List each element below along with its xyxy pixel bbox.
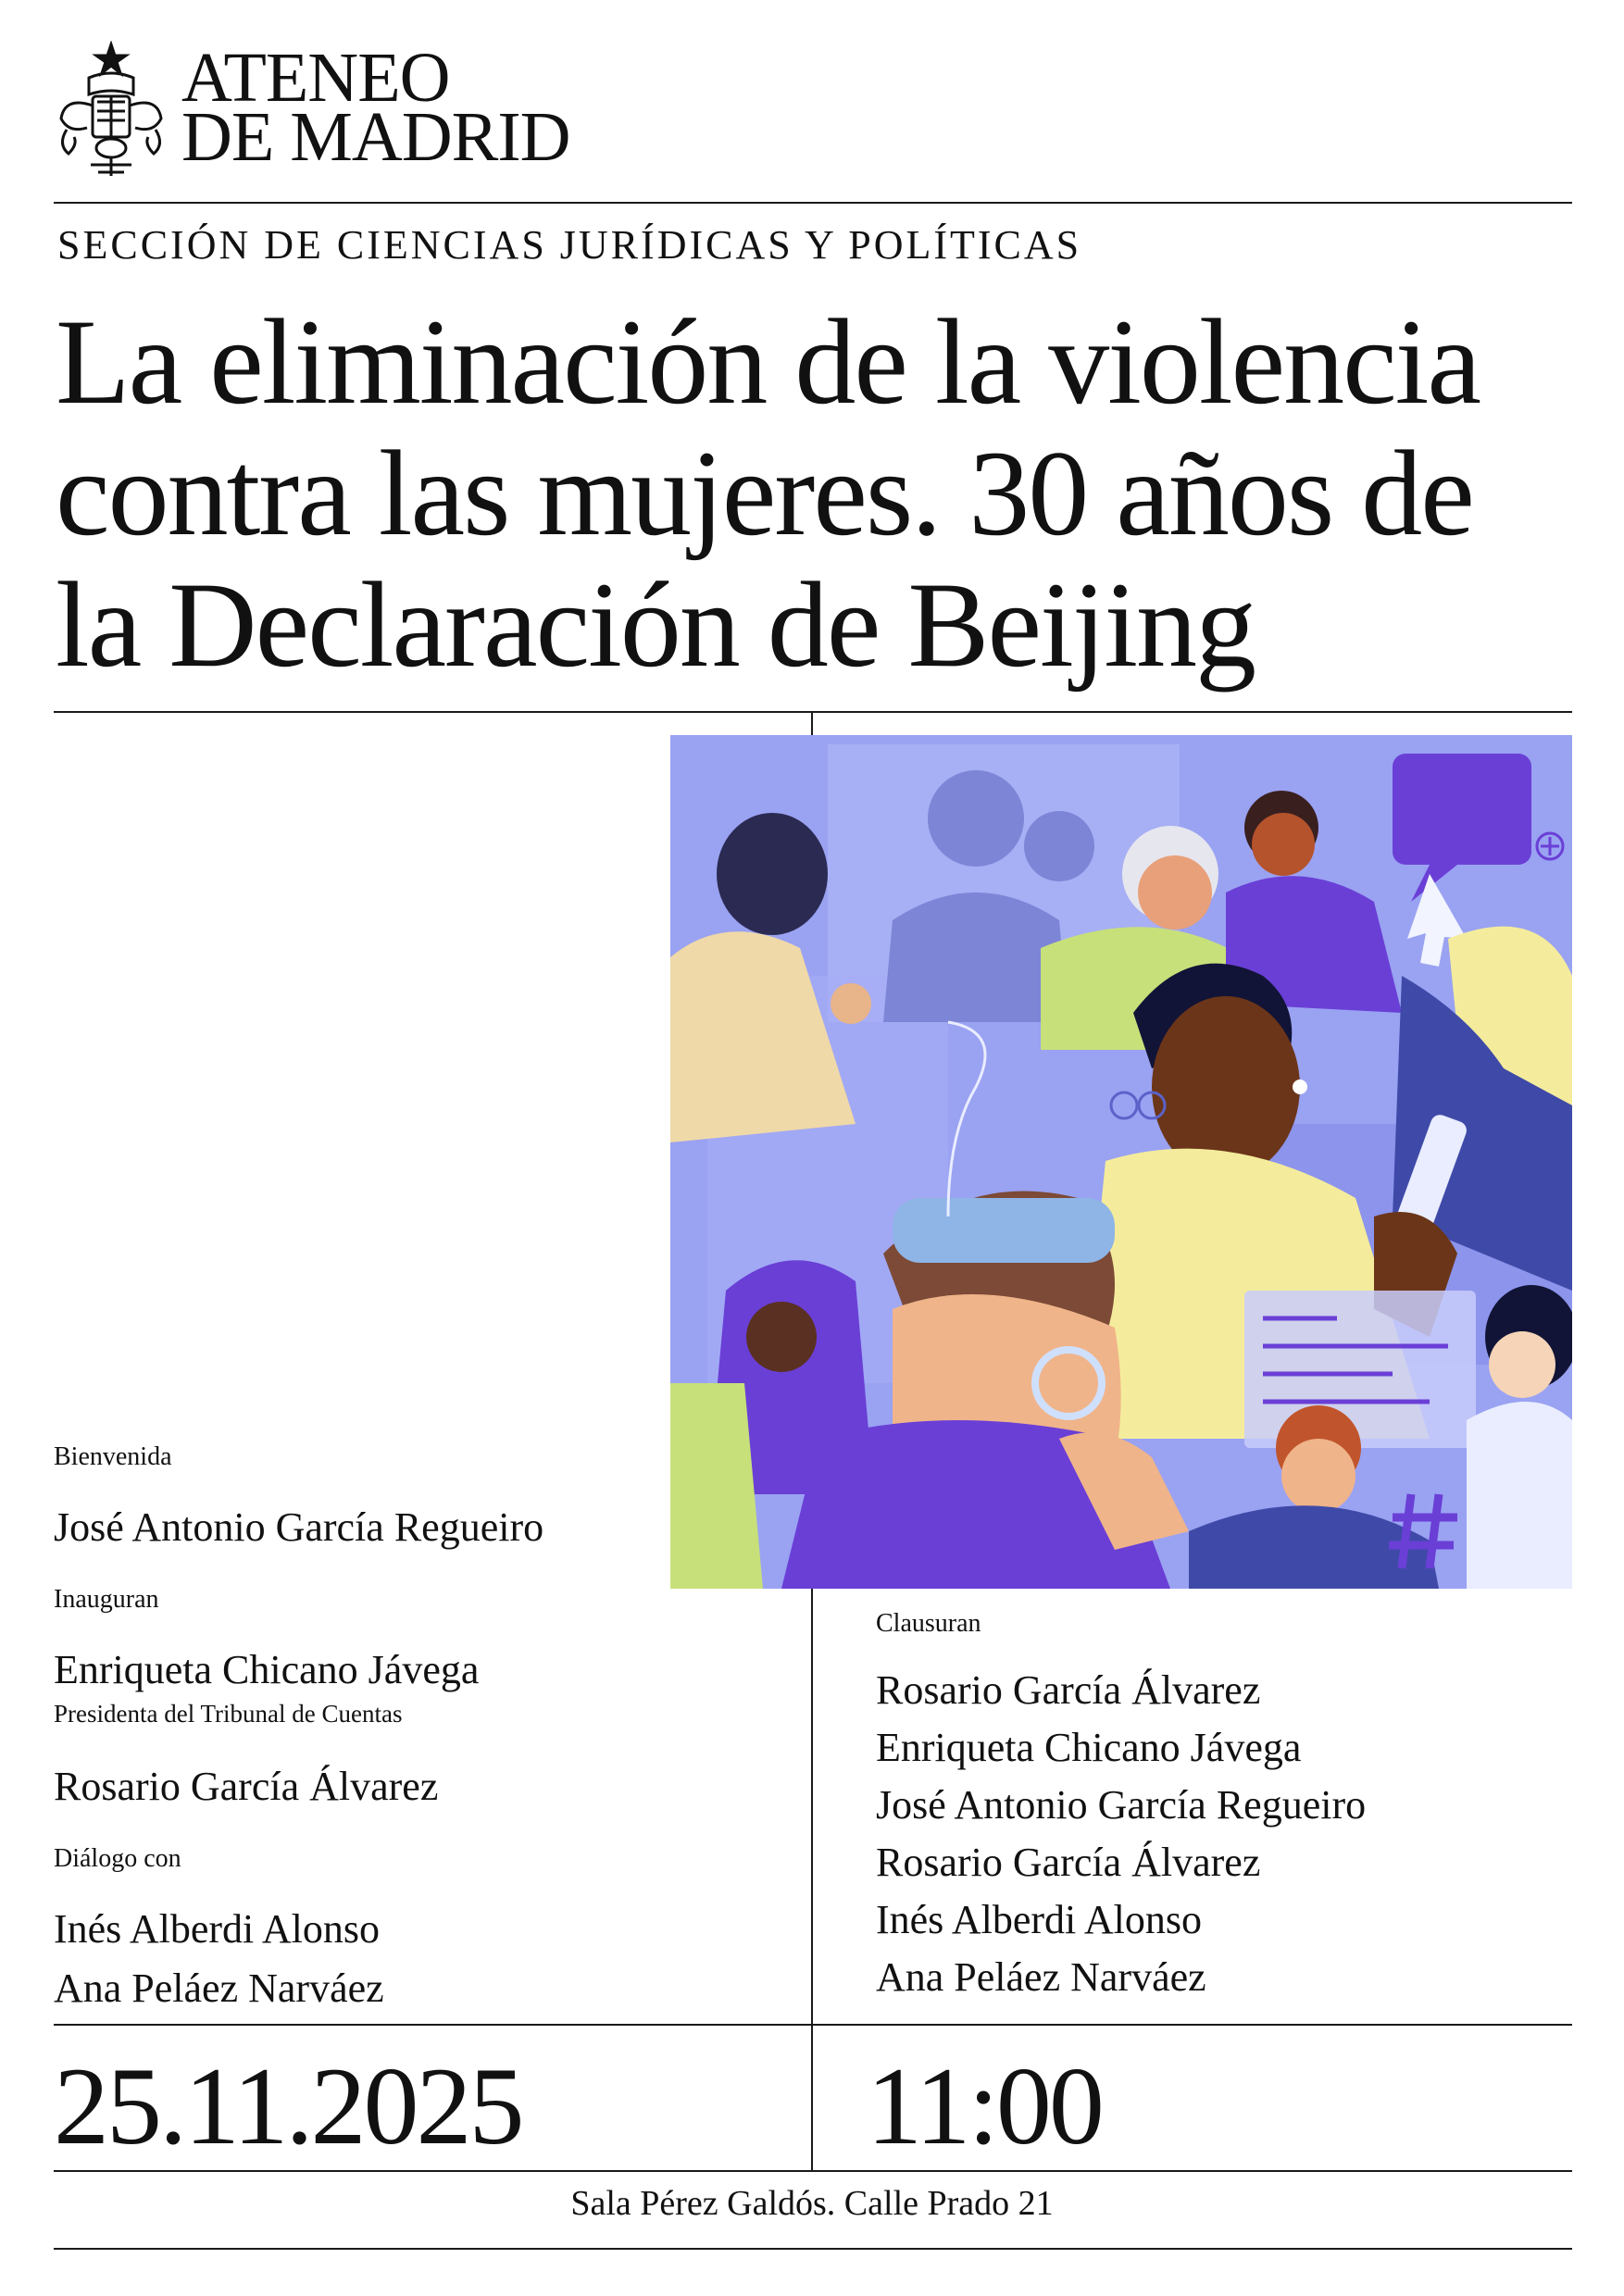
venue: Sala Pérez Galdós. Calle Prado 21 bbox=[570, 2184, 1054, 2223]
welcome-label: Bienvenida bbox=[54, 1442, 172, 1471]
closing-name-3: José Antonio García Regueiro bbox=[876, 1782, 1367, 1828]
dialogue-name-1: Inés Alberdi Alonso bbox=[54, 1906, 380, 1952]
closing-name-2: Enriqueta Chicano Jávega bbox=[876, 1725, 1302, 1770]
closing-label: Clausuran bbox=[876, 1609, 981, 1638]
closing-name-1: Rosario García Álvarez bbox=[876, 1667, 1261, 1713]
event-title bbox=[56, 293, 1593, 693]
ateneo-crest-icon bbox=[54, 41, 169, 180]
inaugurate-name-2: Rosario García Álvarez bbox=[54, 1764, 439, 1809]
org-name-line1: ATENEO bbox=[181, 39, 450, 117]
event-date: 25.11.2025 bbox=[54, 2044, 522, 2167]
event-title-line1: La eliminación de la violencia bbox=[56, 293, 1480, 430]
inaugurate-label: Inauguran bbox=[54, 1585, 159, 1614]
event-time: 11:00 bbox=[867, 2044, 1102, 2167]
org-name-line2: DE MADRID bbox=[181, 98, 570, 176]
inaugurate-name-1: Enriqueta Chicano Jávega bbox=[54, 1647, 480, 1692]
divider-bottom-3 bbox=[54, 2248, 1572, 2250]
divider-bottom-2 bbox=[54, 2170, 1572, 2172]
welcome-name: José Antonio García Regueiro bbox=[54, 1504, 544, 1550]
divider-top bbox=[54, 202, 1572, 204]
divider-middle bbox=[54, 711, 1572, 713]
org-name bbox=[181, 39, 570, 176]
diverse-women-illustration bbox=[670, 735, 1572, 1589]
closing-name-4: Rosario García Álvarez bbox=[876, 1840, 1261, 1885]
closing-name-5: Inés Alberdi Alonso bbox=[876, 1897, 1202, 1942]
dialogue-label: Diálogo con bbox=[54, 1844, 181, 1873]
dialogue-name-2: Ana Peláez Narváez bbox=[54, 1965, 384, 2011]
section-title: SECCIÓN DE CIENCIAS JURÍDICAS Y POLÍTICAS bbox=[57, 222, 1082, 268]
divider-bottom-1 bbox=[54, 2024, 1572, 2026]
closing-name-6: Ana Peláez Narváez bbox=[876, 1954, 1206, 2000]
inaugurate-role-1: Presidenta del Tribunal de Cuentas bbox=[54, 1700, 403, 1728]
event-title-line3: la Declaración de Beijing bbox=[56, 556, 1255, 693]
event-title-line2: contra las mujeres. 30 años de bbox=[56, 425, 1473, 561]
